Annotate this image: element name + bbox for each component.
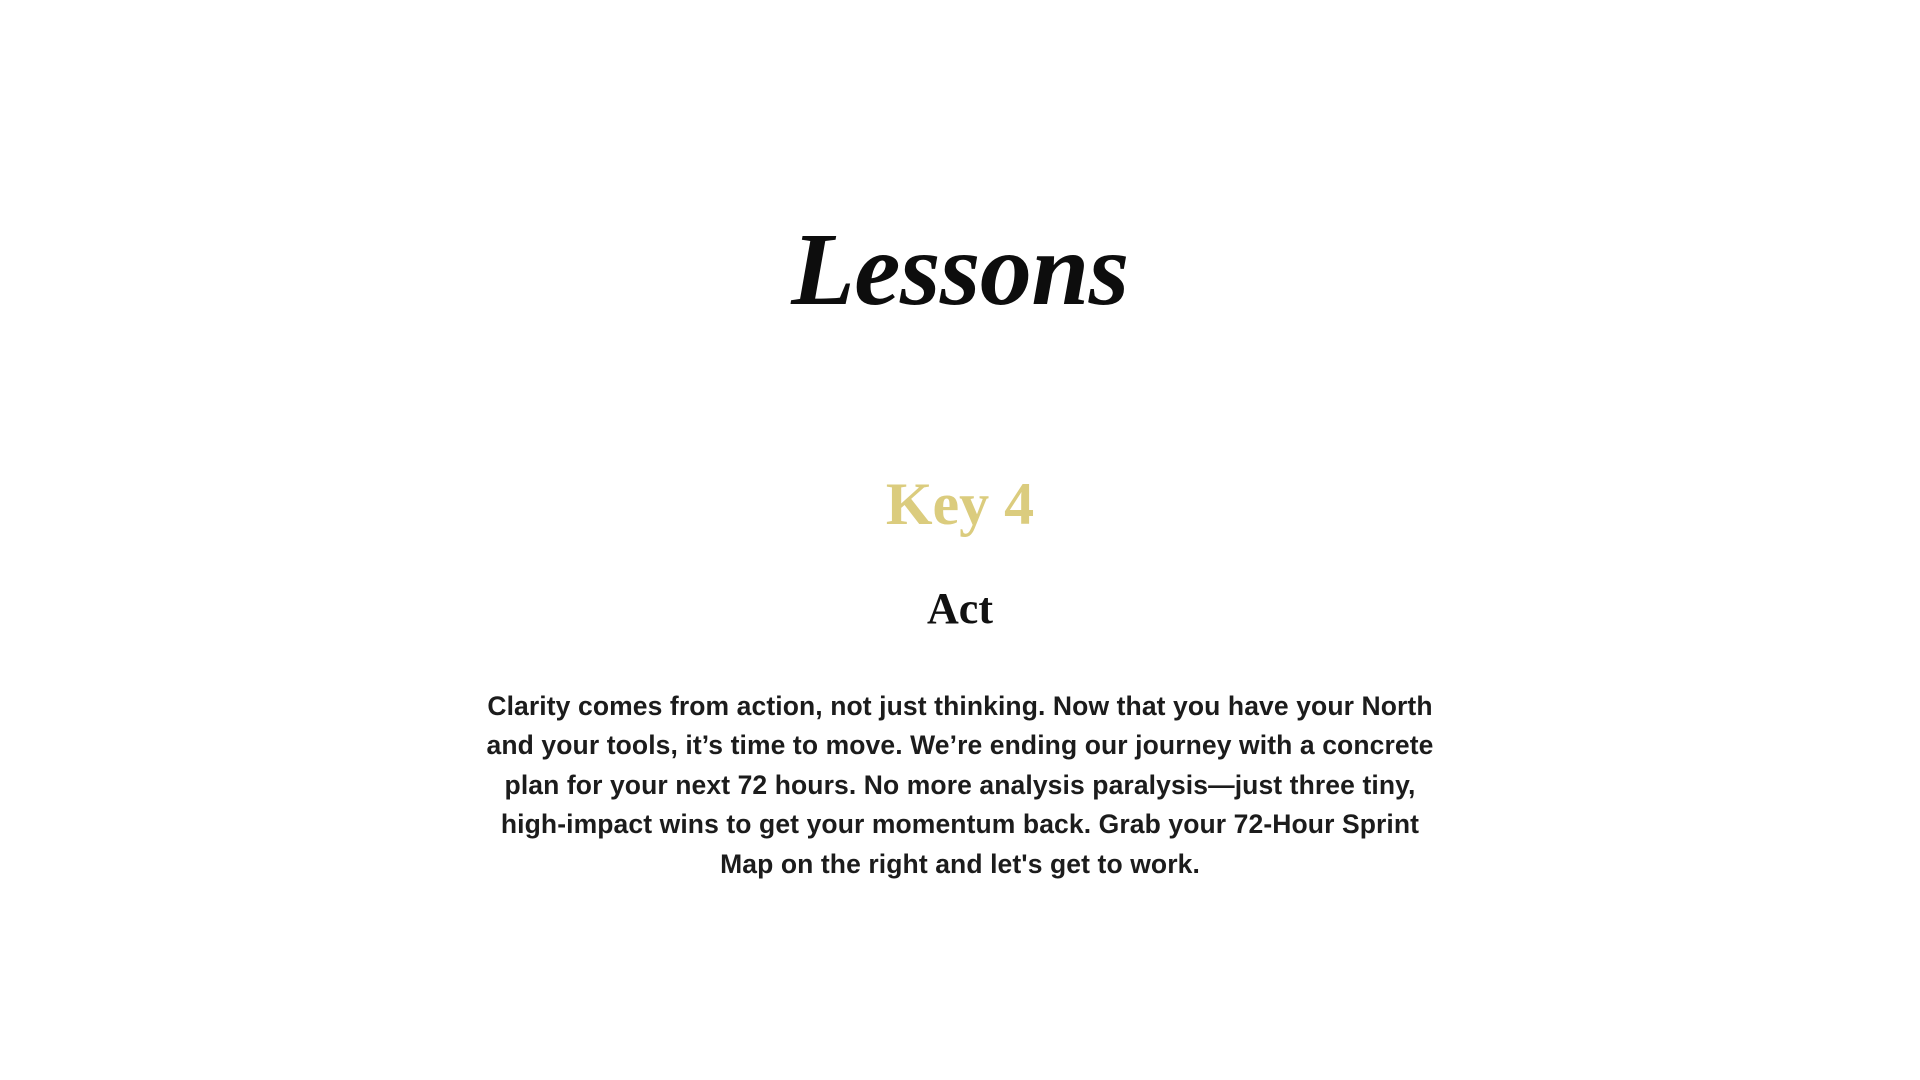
key-number-label: Key 4 — [885, 471, 1035, 538]
key-description: Clarity comes from action, not just thinking. Now that you have your North and your tools, it’s time to move. We’re ending our journey with a concrete plan for your next 72 hours. No more analysis paralysis—just three tiny, high-impact wins to get your momentum back. Grab your 72-Hour Sprint Map on the right and let's get to work. — [486, 690, 1434, 879]
page-title: Lessons — [791, 212, 1129, 327]
key-title: Act — [927, 584, 993, 634]
